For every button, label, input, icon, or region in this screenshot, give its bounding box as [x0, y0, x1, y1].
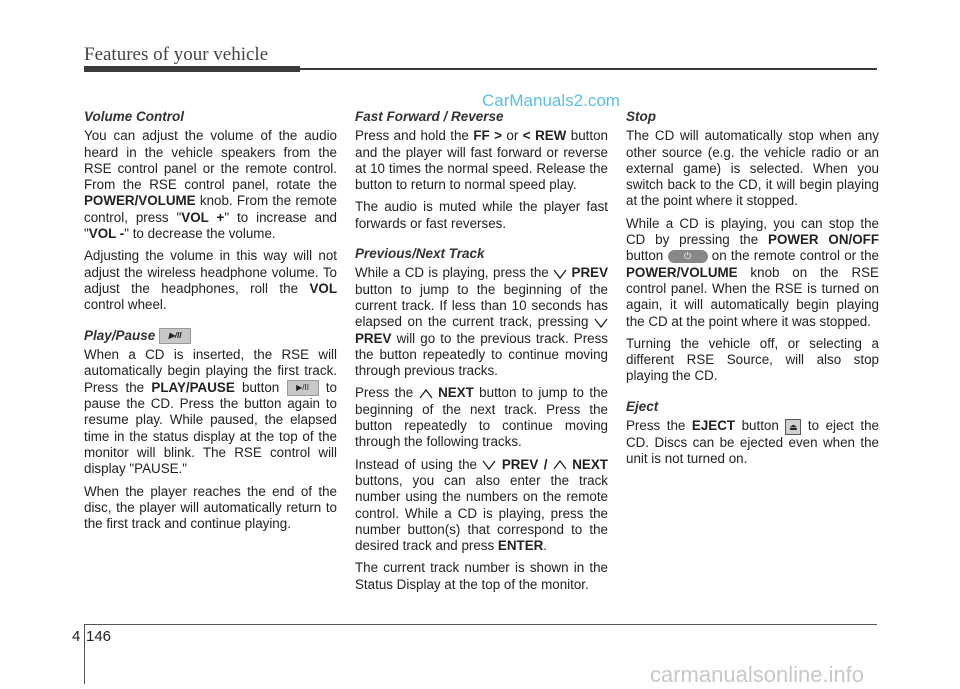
chevron-up-icon [553, 459, 567, 471]
header-rule [300, 68, 877, 70]
paragraph: While a CD is playing, press the PREV button to jump to the beginning of the current track. If less than 10 seconds has elapsed on the current track, pressing PREV will go to the previous track. Press the button repeatedly to continue moving through previous tracks. [355, 265, 608, 379]
paragraph: Press the NEXT button to jump to the beginning of the next track. Press the button repeatedly to continue moving through the following tracks. [355, 385, 608, 450]
chapter-number: 4 [72, 628, 81, 645]
page-header-title: Features of your vehicle [84, 44, 269, 65]
section-heading-prev-next: Previous/Next Track [355, 246, 485, 262]
paragraph: Adjusting the volume in this way will not adjust the wireless headphone volume. To adjust the headphones, roll the VOL control wheel. [84, 248, 337, 313]
footer-divider [84, 624, 85, 684]
power-icon: ⏻ [668, 250, 708, 263]
paragraph: While a CD is playing, you can stop the CD by pressing the POWER ON/OFF button ⏻ on the remote control or the POWER/VOLUME knob on the RSE control panel. When the RSE is turned on again, it will automatically begin playing the CD at the point where it was stopped. [626, 215, 880, 329]
eject-icon: ⏏ [785, 419, 801, 435]
chevron-down-icon [482, 459, 496, 471]
paragraph: The CD will automatically stop when any other source (e.g. the vehicle radio or an external game) is selected. When you switch back to the CD, it will begin playing at the point where it stopped. [626, 128, 879, 209]
play-pause-icon: ▶/II [287, 380, 319, 396]
section-heading-playpause: Play/Pause ▶/II [84, 328, 337, 344]
paragraph: Press and hold the FF > or < REW button and the player will fast forward or reverse at 10 times the normal speed. Release the button to return to normal speed play. [355, 128, 608, 193]
paragraph: Instead of using the PREV / NEXT buttons, you can also enter the track number using the numbers on the remote control. While a CD is playing, press the number button(s) that correspond to the desired track and press ENTER. [355, 456, 608, 554]
column-right [626, 109, 879, 473]
chevron-up-icon [419, 388, 433, 400]
column-left [84, 109, 337, 538]
header-bar [84, 66, 300, 72]
watermark-top: CarManuals2.com [482, 91, 620, 110]
section-heading-volume: Volume Control [84, 109, 184, 124]
paragraph: The audio is muted while the player fast forwards or fast reverses. [355, 199, 608, 231]
play-pause-icon: ▶/II [159, 328, 191, 344]
column-middle [355, 109, 608, 599]
paragraph: Turning the vehicle off, or selecting a different RSE Source, will also stop playing the CD. [626, 335, 879, 384]
footer-rule [84, 624, 877, 625]
chevron-down-icon [553, 268, 567, 280]
section-heading-stop: Stop [626, 109, 656, 124]
paragraph: The current track number is shown in the Status Display at the top of the monitor. [355, 560, 608, 592]
paragraph: You can adjust the volume of the audio heard in the vehicle speakers from the RSE control panel or the remote control. From the RSE control panel, rotate the POWER/VOLUME knob. From the remote control, press "VOL +" to increase and "VOL -" to decrease the volume. [84, 128, 337, 242]
watermark-bottom: carmanualsonline.info [650, 662, 865, 687]
paragraph: When the player reaches the end of the disc, the player will automatically return to the first track and continue playing. [84, 483, 337, 532]
page-number: 146 [86, 628, 112, 645]
chevron-down-icon [594, 317, 608, 329]
section-heading-ff-rew: Fast Forward / Reverse [355, 109, 504, 124]
paragraph: When a CD is inserted, the RSE will automatically begin playing the first track. Press the PLAY/PAUSE button ▶/II to pause the CD. Press the button again to resume play. While paused, the elapsed time in the status display at the top of the monitor will blink. The RSE control will display "PAUSE." [84, 347, 337, 477]
paragraph: Press the EJECT button ⏏ to eject the CD. Discs can be ejected even when the unit is not turned on. [626, 418, 879, 466]
section-heading-eject: Eject [626, 398, 659, 414]
